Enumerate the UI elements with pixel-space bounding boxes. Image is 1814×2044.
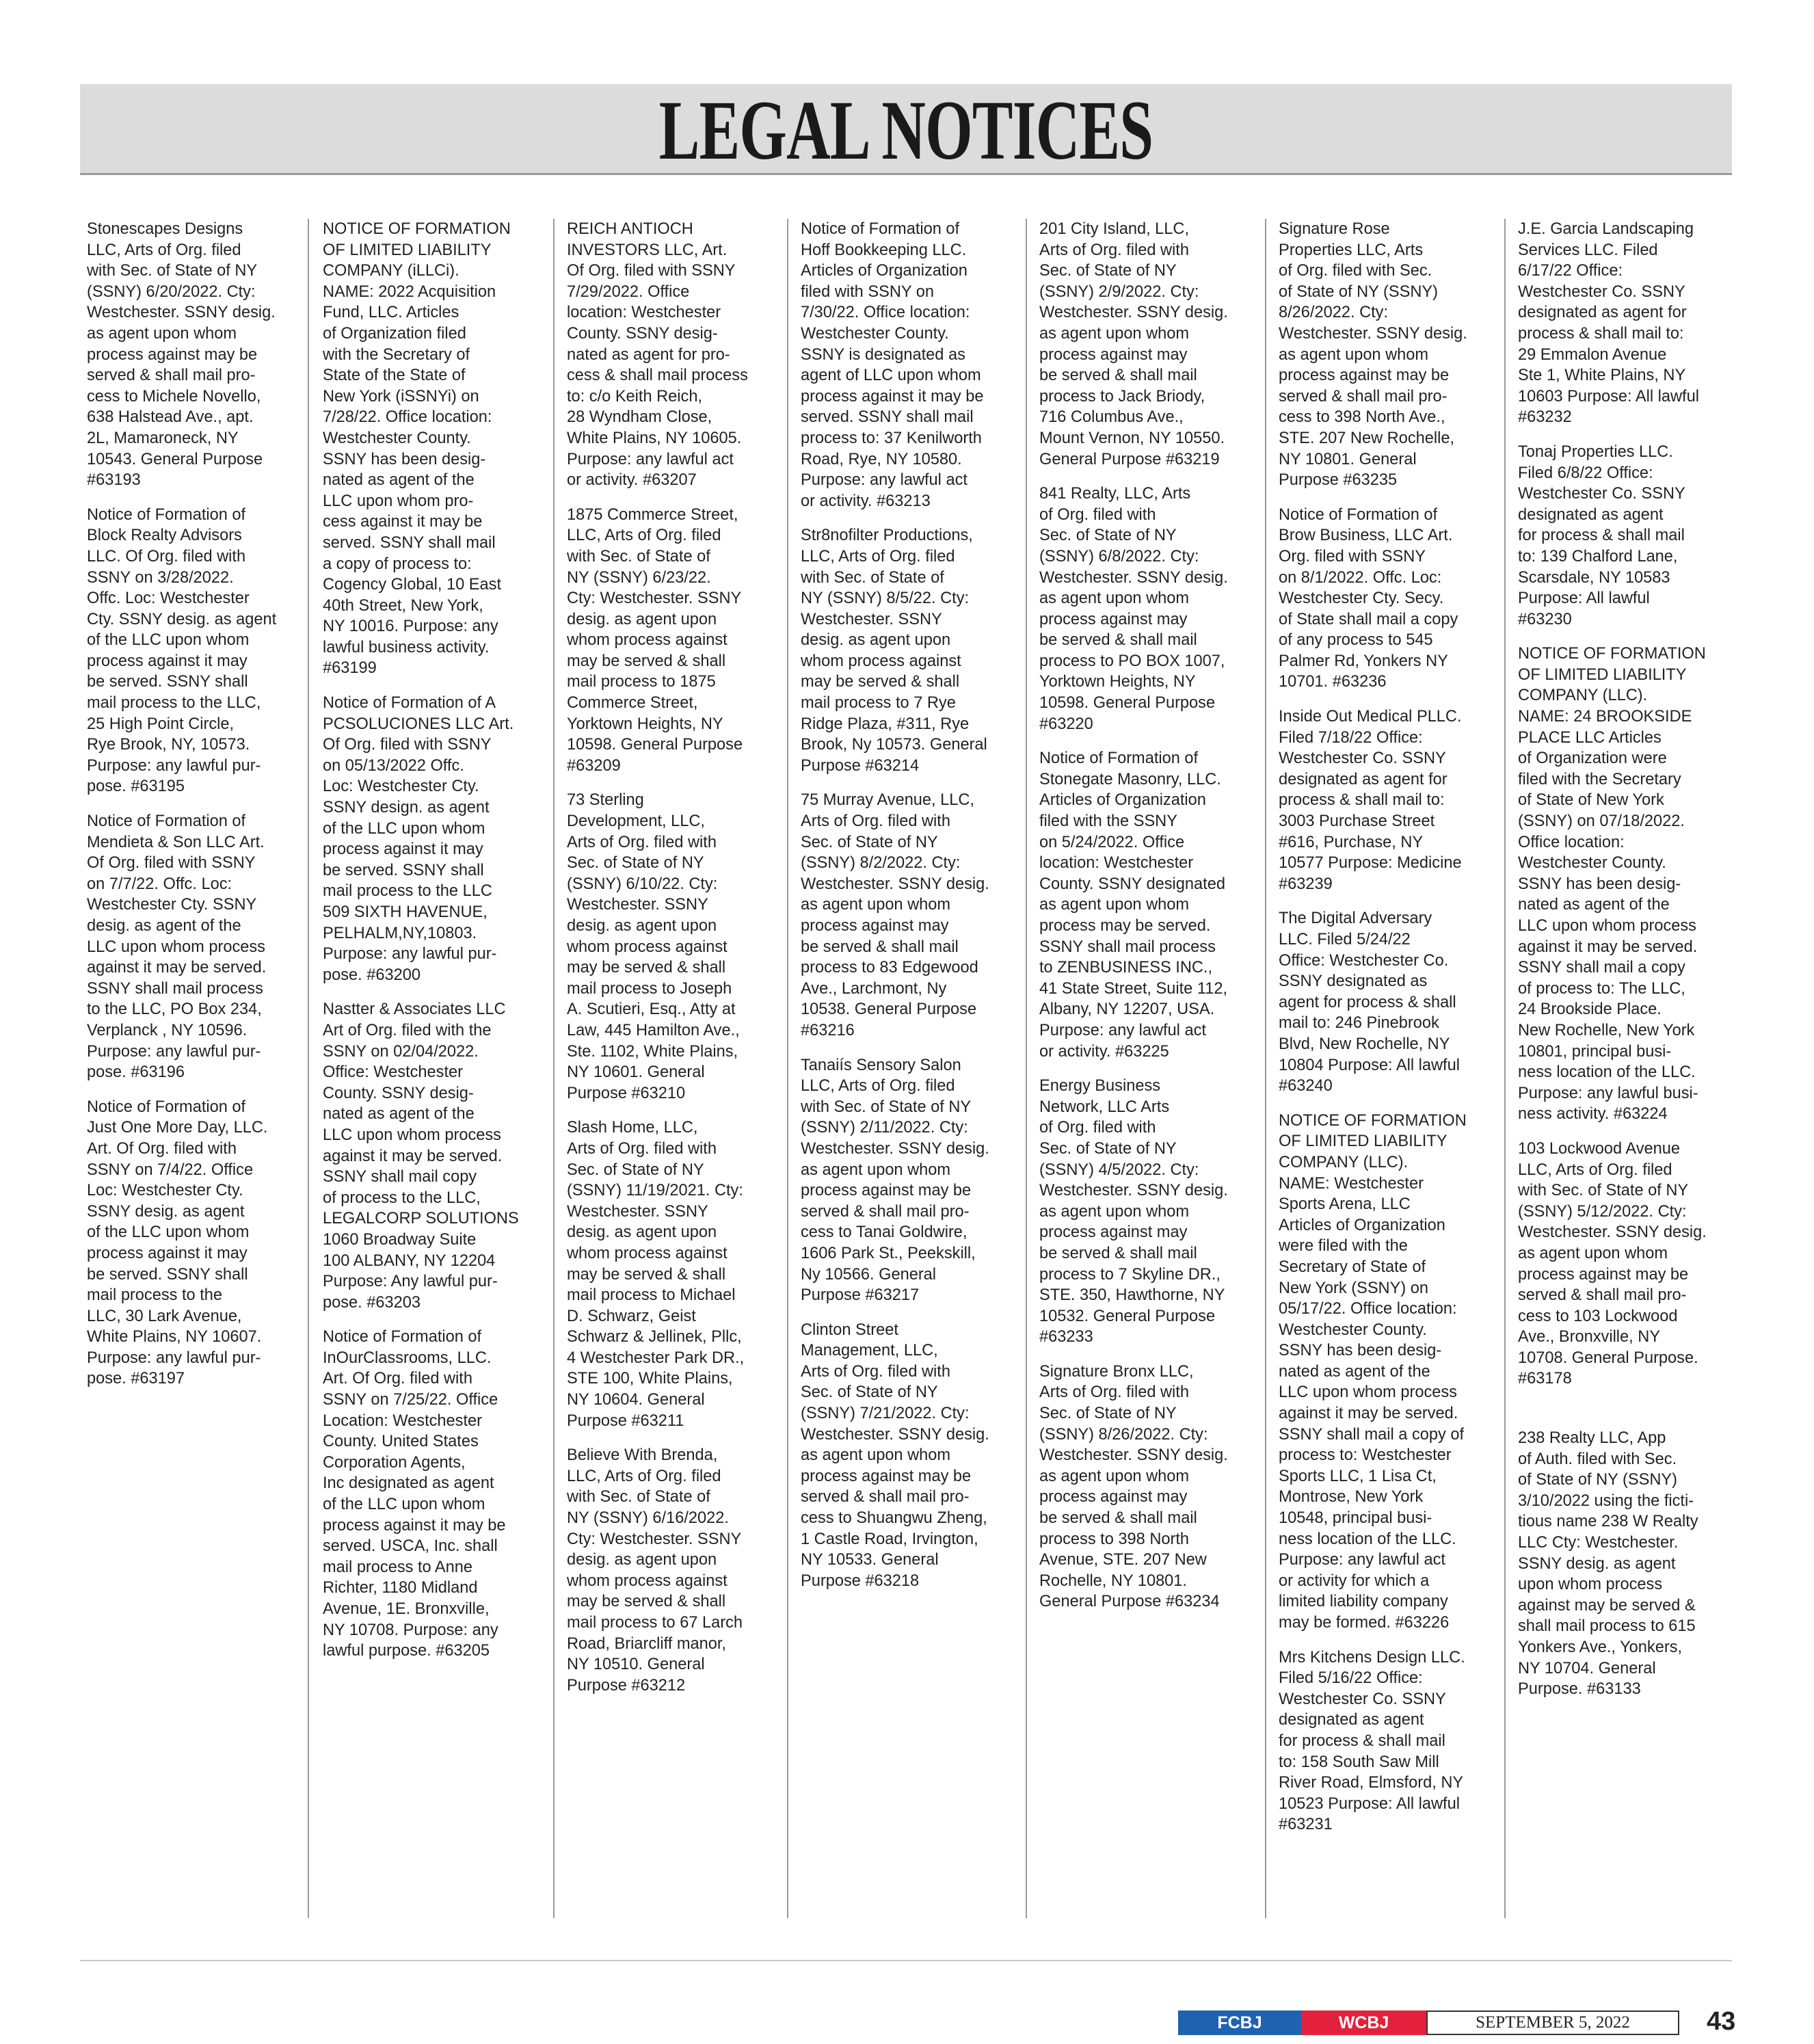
column-5 xyxy=(1032,219,1272,1918)
notice: Mrs Kitchens Design LLC. Filed 5/16/22 Office: Westchester Co. SSNY designated as agent for process & shall mail to: 158 South Saw Mill River Road, Elmsford, NY 10523 Purpose: All lawful #63231 xyxy=(1279,1648,1465,1834)
column-divider xyxy=(1504,219,1506,1918)
column-divider xyxy=(308,219,309,1918)
notice: Notice of Formation of A PCSOLUCIONES LLC Art. Of Org. filed with SSNY on 05/13/2022 Offc. Loc: Westchester Cty. SSNY design. as agent of the LLC upon whom process against it may be served. SSNY shall mail process to the LLC 509 SIXTH HAVENUE, PELHALM,NY,10803. Purpose: any lawful pur- pose. #63200 xyxy=(323,694,514,984)
notice: Energy Business Network, LLC Arts of Org. filed with Sec. of State of NY (SSNY) 4/5/2022. Cty: Westchester. SSNY desig. as agent upon whom process against may be served & shall mail process to 7 Skyline DR., STE. 350, Hawthorne, NY 10532. General Purpose #63233 xyxy=(1039,1077,1228,1346)
column-3 xyxy=(560,219,791,1918)
notice: Notice of Formation of Block Realty Advisors LLC. Of Org. filed with SSNY on 3/28/2022. Offc. Loc: Westchester Cty. SSNY desig. as agent of the LLC upon whom process against it may be served. SSNY shall mail process to the LLC, 25 High Point Circle, Rye Brook, NY, 10573. Purpose: any lawful pur- pose. #63195 xyxy=(87,505,277,796)
notice: Slash Home, LLC, Arts of Org. filed with Sec. of State of NY (SSNY) 11/19/2021. Cty: Westchester. SSNY desig. as agent upon whom process against may be served & shall mail process to Michael D. Schwarz, Geist Schwarz & Jellinek, Pllc, 4 Westchester Park DR., STE 100, White Plains, NY 10604. General Purpose #63211 xyxy=(567,1119,745,1430)
notice: Tanaiís Sensory Salon LLC, Arts of Org. filed with Sec. of State of NY (SSNY) 2/11/2022. Cty: Westchester. SSNY desig. as agent upon whom process against may be served & shall mail pro- cess to Tanai Goldwire, 1606 Park St., Peekskill, Ny 10566. General Purpose #63217 xyxy=(801,1056,989,1305)
notice: J.E. Garcia Landscaping Services LLC. Filed 6/17/22 Office: Westchester Co. SSNY designated as agent for process & shall mail to: 29 Emmalon Avenue Ste 1, White Plains, NY 10603 Purpose: All lawful #63232 xyxy=(1518,220,1699,427)
notice: Stonescapes Designs LLC, Arts of Org. filed with Sec. of State of NY (SSNY) 6/20/2022. Cty: Westchester. SSNY desig. as agent upon whom process against may be served & shall mail pro- cess to Michele Novello, 638 Halstead Ave., apt. 2L, Mamaroneck, NY 10543. General Purpose #63193 xyxy=(87,220,276,490)
column-divider xyxy=(553,219,555,1918)
column-6 xyxy=(1272,219,1508,1918)
notice: 1875 Commerce Street, LLC, Arts of Org. filed with Sec. of State of NY (SSNY) 6/23/22. Cty: Westchester. SSNY desig. as agent upon whom process against may be served & shall mail process to 1875 Commerce Street, Yorktown Heights, NY 10598. General Purpose #63209 xyxy=(567,505,743,775)
column-4 xyxy=(794,219,1033,1918)
notice: Tonaj Properties LLC. Filed 6/8/22 Office: Westchester Co. SSNY designated as agent for process & shall mail to: 139 Chalford Lane, Scarsdale, NY 10583 Purpose: All lawful #63230 xyxy=(1518,442,1685,628)
notice: Signature Bronx LLC, Arts of Org. filed with Sec. of State of NY (SSNY) 8/26/2022. Cty: Westchester. SSNY desig. as agent upon whom process against may be served & shall mail process to 398 North Avenue, STE. 207 New Rochelle, NY 10801. General Purpose #63234 xyxy=(1039,1362,1228,1611)
issue-date: SEPTEMBER 5, 2022 xyxy=(1426,2010,1679,2035)
notice: Notice of Formation of Hoff Bookkeeping LLC. Articles of Organization filed with SSNY on 7/30/22. Office location: Westchester County. SSNY is designated as agent of LLC upon whom process against it may be served. SSNY shall mail process to: 37 Kenilworth Road, Rye, NY 10580. Purpose: any lawful act or activity. #63213 xyxy=(801,220,984,510)
notice: Nastter & Associates LLC Art of Org. filed with the SSNY on 02/04/2022. Office: Westchester County. SSNY desig- nated as agent of the LLC upon whom process against it may be served. SSNY shall mail copy of process to the LLC, LEGALCORP SOLUTIONS 1060 Broadway Suite 100 ALBANY, NY 12204 Purpose: Any lawful pur- pose. #63203 xyxy=(323,1000,519,1312)
column-7 xyxy=(1511,219,1732,1918)
header-band xyxy=(80,84,1732,175)
notice: 238 Realty LLC, App of Auth. filed with Sec. of State of NY (SSNY) 3/10/2022 using the ficti- tious name 238 W Realty LLC Cty: Westchester. SSNY desig. as agent upon whom process against may be served & shall mail process to 615 Yonkers Ave., Yonkers, NY 10704. General Purpose. #63133 xyxy=(1518,1429,1698,1699)
notice: 841 Realty, LLC, Arts of Org. filed with Sec. of State of NY (SSNY) 6/8/2022. Cty: Westchester. SSNY desig. as agent upon whom process against may be served & shall mail process to PO BOX 1007, Yorktown Heights, NY 10598. General Purpose #63220 xyxy=(1039,485,1228,733)
notice: Signature Rose Properties LLC, Arts of Org. filed with Sec. of State of NY (SSNY) 8/26/2022. Cty: Westchester. SSNY desig. as agent upon whom process against may be served & shall mail pro- cess to 398 North Ave., STE. 207 New Rochelle, NY 10801. General Purpose #63235 xyxy=(1279,220,1467,490)
notice: Notice of Formation of Mendieta & Son LLC Art. Of Org. filed with SSNY on 7/7/22. Offc. Loc: Westchester Cty. SSNY desig. as agent of the LLC upon whom process against it may be served. SSNY shall mail process to the LLC, PO Box 234, Verplanck , NY 10596. Purpose: any lawful pur- pose. #63196 xyxy=(87,812,267,1082)
notice: Clinton Street Management, LLC, Arts of Org. filed with Sec. of State of NY (SSNY) 7/21/2022. Cty: Westchester. SSNY desig. as agent upon whom process against may be served & shall mail pro- cess to Shuangwu Zheng, 1 Castle Road, Irvington, NY 10533. General Purpose #63218 xyxy=(801,1320,989,1590)
notice: The Digital Adversary LLC. Filed 5/24/22 Office: Westchester Co. SSNY designated as agent for process & shall mail to: 246 Pinebrook Blvd, New Rochelle, NY 10804 Purpose: All lawful #63240 xyxy=(1279,910,1460,1096)
column-divider xyxy=(1265,219,1266,1918)
page-title: LEGAL NOTICES xyxy=(658,83,1153,177)
notice: Notice of Formation of Brow Business, LLC Art. Org. filed with SSNY on 8/1/2022. Offc. Loc: Westchester Cty. Secy. of State shall mail a copy of any process to 545 Palmer Rd, Yonkers NY 10701. #63236 xyxy=(1279,505,1458,691)
column-1 xyxy=(80,219,309,1918)
notices-columns xyxy=(80,219,1732,1918)
notice: REICH ANTIOCH INVESTORS LLC, Art. Of Org. filed with SSNY 7/29/2022. Office location: Westchester County. SSNY desig- nated as agent for pro- cess & shall mail process to: c/o Keith Reich, 28 Wyndham Close, White Plains, NY 10605. Purpose: any lawful act or activity. #63207 xyxy=(567,220,748,490)
notice: Believe With Brenda, LLC, Arts of Org. filed with Sec. of State of NY (SSNY) 6/16/2022. Cty: Westchester. SSNY desig. as agent upon whom process against may be served & shall mail process to 67 Larch Road, Briarcliff manor, NY 10510. General Purpose #63212 xyxy=(567,1446,743,1695)
column-2 xyxy=(316,219,554,1918)
notice: Notice of Formation of InOurClassrooms, LLC. Art. Of Org. filed with SSNY on 7/25/22. Office Location: Westchester County. United States Corporation Agents, Inc designated as agent of the LLC upon whom process against it may be served. USCA, Inc. shall mail process to Anne Richter, 1180 Midland Avenue, 1E. Bronxville, NY 10708. Purpose: any lawful purpose. #63205 xyxy=(323,1328,506,1660)
notice: NOTICE OF FORMATION OF LIMITED LIABILITY COMPANY (LLC). NAME: 24 BROOKSIDE PLACE LLC Articles of Organization were filed with the Secretary of State of New York (SSNY) on 07/18/2022. Office location: Westchester County. SSNY has been desig- nated as agent of the LLC upon whom process against it may be served. SSNY shall mail a copy of process to: The LLC, 24 Brookside Place. New Rochelle, New York 10801, principal busi- ness location of the LLC. Purpose: any lawful busi- ness activity. #63224 xyxy=(1518,645,1706,1124)
notice: NOTICE OF FORMATION OF LIMITED LIABILITY COMPANY (iLLCi). NAME: 2022 Acquisition Fund, LLC. Articles of Organization filed with the Secretary of State of the State of New York (iSSNYi) on 7/28/22. Office location: Westchester County. SSNY has been desig- nated as agent of the LLC upon whom pro- cess against it may be served. SSNY shall mail a copy of process to: Cogency Global, 10 East 40th Street, New York, NY 10016. Purpose: any lawful business activity. #63199 xyxy=(323,220,511,678)
notice: 73 Sterling Development, LLC, Arts of Org. filed with Sec. of State of NY (SSNY) 6/10/22. Cty: Westchester. SSNY desig. as agent upon whom process against may be served & shall mail process to Joseph A. Scutieri, Esq., Atty at Law, 445 Hamilton Ave., Ste. 1102, White Plains, NY 10601. General Purpose #63210 xyxy=(567,791,740,1102)
footer-divider xyxy=(80,1960,1732,1961)
notice: NOTICE OF FORMATION OF LIMITED LIABILITY COMPANY (LLC). NAME: Westchester Sports Arena, LLC Articles of Organization were filed with the Secretary of State of New York (SSNY) on 05/17/22. Office location: Westchester County. SSNY has been desig- nated as agent of the LLC upon whom process against it may be served. SSNY shall mail a copy of process to: Westchester Sports LLC, 1 Lisa Ct, Montrose, New York 10548, principal busi- ness location of the LLC. Purpose: any lawful act or activity for which a limited liability company may be formed. #63226 xyxy=(1279,1111,1467,1632)
notice: 103 Lockwood Avenue LLC, Arts of Org. filed with Sec. of State of NY (SSNY) 5/12/2022. Cty: Westchester. SSNY desig. as agent upon whom process against may be served & shall mail pro- cess to 103 Lockwood Ave., Bronxville, NY 10708. General Purpose. #63178 xyxy=(1518,1139,1707,1388)
notice: Str8nofilter Productions, LLC, Arts of Org. filed with Sec. of State of NY (SSNY) 8/5/22. Cty: Westchester. SSNY desig. as agent upon whom process against may be served & shall mail process to 7 Rye Ridge Plaza, #311, Rye Brook, Ny 10573. General Purpose #63214 xyxy=(801,527,987,775)
column-divider xyxy=(1026,219,1027,1918)
notice: Notice of Formation of Just One More Day, LLC. Art. Of Org. filed with SSNY on 7/4/22. Office Loc: Westchester Cty. SSNY desig. as agent of the LLC upon whom process against it may be served. SSNY shall mail process to the LLC, 30 Lark Avenue, White Plains, NY 10607. Purpose: any lawful pur- pose. #63197 xyxy=(87,1098,268,1388)
page-number: 43 xyxy=(1707,2007,1736,2036)
notice: Inside Out Medical PLLC. Filed 7/18/22 Office: Westchester Co. SSNY designated as agent for process & shall mail to: 3003 Purchase Street #616, Purchase, NY 10577 Purpose: Medicine #63239 xyxy=(1279,708,1462,893)
wcbj-tag: WCBJ xyxy=(1301,2010,1426,2035)
fcbj-tag: FCBJ xyxy=(1178,2010,1301,2035)
column-divider xyxy=(787,219,788,1918)
notice: 75 Murray Avenue, LLC, Arts of Org. filed with Sec. of State of NY (SSNY) 8/2/2022. Cty: Westchester. SSNY desig. as agent upon whom process against may be served & shall mail process to 83 Edgewood Ave., Larchmont, Ny 10538. General Purpose #63216 xyxy=(801,791,989,1039)
notice: Notice of Formation of Stonegate Masonry, LLC. Articles of Organization filed with the SSNY on 5/24/2022. Office location: Westchester County. SSNY designated as agent upon whom process may be served. SSNY shall mail process to ZENBUSINESS INC., 41 State Street, Suite 112, Albany, NY 12207, USA. Purpose: any lawful act or activity. #63225 xyxy=(1039,749,1228,1061)
notice: 201 City Island, LLC, Arts of Org. filed with Sec. of State of NY (SSNY) 2/9/2022. Cty: Westchester. SSNY desig. as agent upon whom process against may be served & shall mail process to Jack Briody, 716 Columbus Ave., Mount Vernon, NY 10550. General Purpose #63219 xyxy=(1039,220,1228,468)
